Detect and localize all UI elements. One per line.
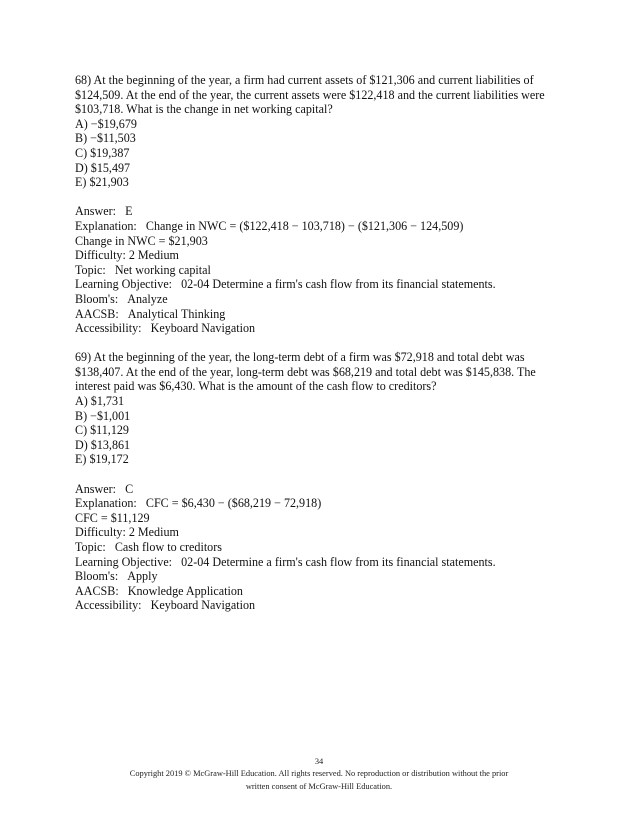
question-69 bbox=[75, 350, 575, 613]
question-68-accessibility bbox=[75, 321, 575, 336]
aacsb-value: Knowledge Application bbox=[127, 583, 243, 598]
topic-label: Topic: bbox=[75, 262, 106, 277]
accessibility-value: Keyboard Navigation bbox=[150, 598, 256, 613]
question-69-explanation-continuation: CFC = $11,129 bbox=[75, 510, 150, 525]
topic-label: Topic: bbox=[75, 540, 106, 554]
question-69-blooms bbox=[75, 569, 575, 584]
accessibility-label: Accessibility: bbox=[75, 598, 142, 613]
question-69-option-d: D) $13,861 bbox=[75, 437, 131, 452]
document-body bbox=[75, 73, 575, 613]
explanation-label: Explanation: bbox=[75, 218, 137, 233]
question-68-option-b: B) −$11,503 bbox=[75, 131, 136, 146]
question-69-topic bbox=[75, 540, 575, 555]
accessibility-label: Accessibility: bbox=[75, 321, 142, 336]
explanation-value: Change in NWC = ($122,418 − 103,718) − ($121,306 − 124,509) bbox=[145, 218, 464, 233]
learning-objective-label: Learning Objective: bbox=[75, 554, 173, 569]
question-68-difficulty: Difficulty: 2 Medium bbox=[75, 248, 179, 263]
answer-value: C bbox=[125, 481, 134, 496]
answer-value: E bbox=[125, 204, 133, 219]
question-69-option-b: B) −$1,001 bbox=[75, 408, 131, 423]
blooms-value: Apply bbox=[127, 569, 158, 584]
question-68 bbox=[75, 73, 575, 336]
question-69-explanation bbox=[75, 496, 575, 511]
copyright-line-2: written consent of McGraw-Hill Education. bbox=[245, 781, 393, 791]
explanation-value: CFC = $6,430 − ($68,219 − 72,918) bbox=[145, 496, 322, 511]
page-footer bbox=[40, 756, 598, 793]
blooms-label: Bloom's: bbox=[75, 569, 119, 584]
learning-objective-value: 02-04 Determine a firm's cash flow from its financial statements. bbox=[181, 554, 496, 569]
topic-value: Cash flow to creditors bbox=[114, 540, 222, 554]
blooms-value: Analyze bbox=[127, 291, 168, 306]
question-68-explanation-continuation: Change in NWC = $21,903 bbox=[75, 233, 208, 248]
question-68-stem-line-3: $103,718. What is the change in net working capital? bbox=[75, 102, 333, 117]
spacer bbox=[75, 467, 575, 482]
answer-label: Answer: bbox=[75, 204, 116, 219]
accessibility-value: Keyboard Navigation bbox=[150, 321, 256, 336]
explanation-label: Explanation: bbox=[75, 496, 137, 511]
learning-objective-value: 02-04 Determine a firm's cash flow from its financial statements. bbox=[181, 277, 496, 292]
question-68-option-e: E) $21,903 bbox=[75, 175, 129, 190]
spacer bbox=[75, 190, 575, 205]
aacsb-label: AACSB: bbox=[75, 583, 119, 598]
question-68-blooms bbox=[75, 292, 575, 307]
question-69-accessibility bbox=[75, 598, 575, 613]
question-68-stem-line-2: $124,509. At the end of the year, the current assets were $122,418 and the current liabilities were bbox=[75, 87, 545, 102]
page-number: 34 bbox=[314, 757, 324, 766]
question-68-topic bbox=[75, 263, 575, 278]
question-68-option-c: C) $19,387 bbox=[75, 145, 130, 160]
question-69-stem-line-1: 69) At the beginning of the year, the long-term debt of a firm was $72,918 and total debt was bbox=[75, 350, 525, 365]
question-69-learning-objective bbox=[75, 555, 575, 570]
question-68-explanation bbox=[75, 219, 575, 234]
aacsb-value: Analytical Thinking bbox=[127, 306, 226, 321]
blooms-label: Bloom's: bbox=[75, 291, 119, 306]
question-68-aacsb bbox=[75, 307, 575, 322]
question-69-stem-line-3: interest paid was $6,430. What is the amount of the cash flow to creditors? bbox=[75, 379, 437, 394]
question-68-answer bbox=[75, 204, 575, 219]
topic-value: Net working capital bbox=[114, 262, 211, 277]
question-69-option-e: E) $19,172 bbox=[75, 452, 129, 467]
question-69-option-c: C) $11,129 bbox=[75, 423, 129, 438]
spacer bbox=[75, 336, 575, 351]
question-69-stem-line-2: $138,407. At the end of the year, long-term debt was $68,219 and total debt was $145,838. The bbox=[75, 364, 536, 379]
question-69-answer bbox=[75, 482, 575, 497]
question-68-option-a: A) −$19,679 bbox=[75, 116, 137, 131]
aacsb-label: AACSB: bbox=[75, 306, 119, 321]
question-69-difficulty: Difficulty: 2 Medium bbox=[75, 525, 179, 540]
question-68-option-d: D) $15,497 bbox=[75, 160, 131, 175]
question-69-option-a: A) $1,731 bbox=[75, 394, 125, 409]
question-68-learning-objective bbox=[75, 277, 575, 292]
answer-label: Answer: bbox=[75, 481, 116, 496]
question-69-aacsb bbox=[75, 584, 575, 599]
question-68-stem-line-1: 68) At the beginning of the year, a firm had current assets of $121,306 and current liabilities of bbox=[75, 73, 534, 87]
learning-objective-label: Learning Objective: bbox=[75, 277, 173, 292]
copyright-line-1: Copyright 2019 © McGraw-Hill Education. All rights reserved. No reproduction or distribution without the prior bbox=[129, 769, 509, 779]
